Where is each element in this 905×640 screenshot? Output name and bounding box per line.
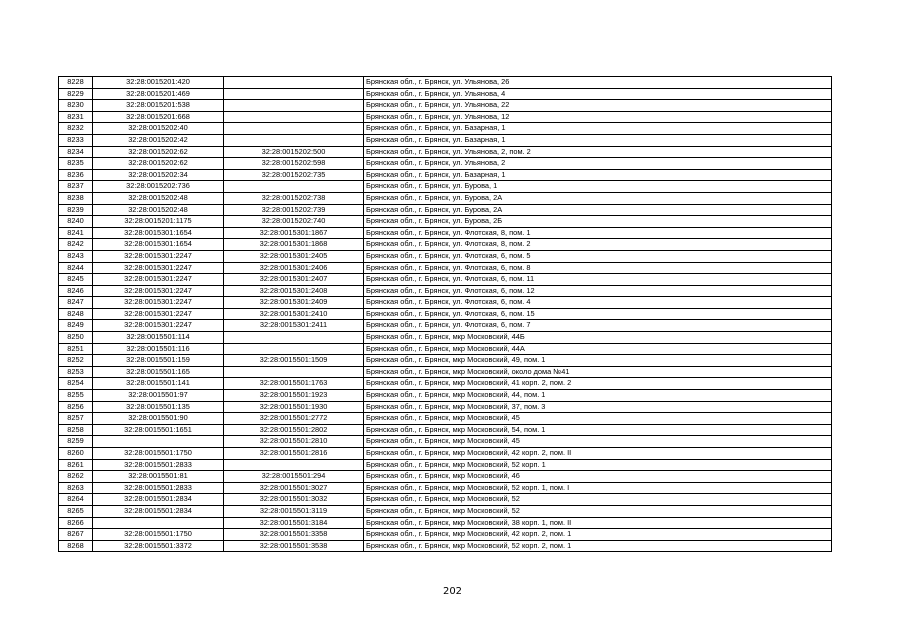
cadastral-number-cell: 32:28:0015202:48 xyxy=(93,204,224,216)
row-number-cell: 8240 xyxy=(59,216,93,228)
address-cell: Брянская обл., г. Брянск, ул. Ульянова, 12 xyxy=(364,111,832,123)
row-number-cell: 8238 xyxy=(59,192,93,204)
table-row xyxy=(59,250,832,262)
object-cadastral-number-cell: 32:28:0015301:2409 xyxy=(224,297,364,309)
row-number-cell: 8260 xyxy=(59,448,93,460)
row-number-cell: 8242 xyxy=(59,239,93,251)
records-table-body xyxy=(59,77,832,552)
row-number-cell: 8258 xyxy=(59,424,93,436)
row-number-cell: 8237 xyxy=(59,181,93,193)
cadastral-number-cell: 32:28:0015202:42 xyxy=(93,134,224,146)
address-cell: Брянская обл., г. Брянск, ул. Флотская, 8, пом. 2 xyxy=(364,239,832,251)
object-cadastral-number-cell xyxy=(224,77,364,89)
table-row xyxy=(59,285,832,297)
row-number-cell: 8236 xyxy=(59,169,93,181)
cadastral-number-cell: 32:28:0015501:2833 xyxy=(93,459,224,471)
table-row xyxy=(59,471,832,483)
row-number-cell: 8229 xyxy=(59,88,93,100)
object-cadastral-number-cell: 32:28:0015501:3119 xyxy=(224,505,364,517)
table-row xyxy=(59,355,832,367)
cadastral-number-cell: 32:28:0015201:538 xyxy=(93,100,224,112)
table-row xyxy=(59,401,832,413)
object-cadastral-number-cell: 32:28:0015501:294 xyxy=(224,471,364,483)
object-cadastral-number-cell: 32:28:0015501:3027 xyxy=(224,482,364,494)
cadastral-number-cell: 32:28:0015201:420 xyxy=(93,77,224,89)
object-cadastral-number-cell xyxy=(224,123,364,135)
cadastral-number-cell: 32:28:0015501:2834 xyxy=(93,505,224,517)
object-cadastral-number-cell: 32:28:0015301:2411 xyxy=(224,320,364,332)
address-cell: Брянская обл., г. Брянск, ул. Бурова, 2А xyxy=(364,204,832,216)
table-row xyxy=(59,390,832,402)
page-number: 202 xyxy=(442,586,463,597)
address-cell: Брянская обл., г. Брянск, мкр Московский, 49, пом. 1 xyxy=(364,355,832,367)
address-cell: Брянская обл., г. Брянск, ул. Флотская, 6, пом. 15 xyxy=(364,308,832,320)
address-cell: Брянская обл., г. Брянск, ул. Ульянова, 22 xyxy=(364,100,832,112)
table-row xyxy=(59,378,832,390)
cadastral-number-cell: 32:28:0015501:159 xyxy=(93,355,224,367)
row-number-cell: 8259 xyxy=(59,436,93,448)
address-cell: Брянская обл., г. Брянск, мкр Московский, 44, пом. 1 xyxy=(364,390,832,402)
address-cell: Брянская обл., г. Брянск, мкр Московский, около дома №41 xyxy=(364,366,832,378)
cadastral-number-cell: 32:28:0015301:2247 xyxy=(93,285,224,297)
address-cell: Брянская обл., г. Брянск, ул. Ульянова, 26 xyxy=(364,77,832,89)
table-row xyxy=(59,436,832,448)
cadastral-number-cell: 32:28:0015301:2247 xyxy=(93,297,224,309)
row-number-cell: 8239 xyxy=(59,204,93,216)
address-cell: Брянская обл., г. Брянск, ул. Базарная, 1 xyxy=(364,123,832,135)
cadastral-number-cell: 32:28:0015201:469 xyxy=(93,88,224,100)
object-cadastral-number-cell: 32:28:0015301:2406 xyxy=(224,262,364,274)
table-row xyxy=(59,88,832,100)
address-cell: Брянская обл., г. Брянск, мкр Московский, 44Б xyxy=(364,332,832,344)
cadastral-number-cell: 32:28:0015501:3372 xyxy=(93,540,224,552)
object-cadastral-number-cell: 32:28:0015501:3184 xyxy=(224,517,364,529)
row-number-cell: 8267 xyxy=(59,529,93,541)
table-row xyxy=(59,77,832,89)
address-cell: Брянская обл., г. Брянск, ул. Флотская, 6, пом. 7 xyxy=(364,320,832,332)
cadastral-number-cell xyxy=(93,436,224,448)
row-number-cell: 8233 xyxy=(59,134,93,146)
object-cadastral-number-cell: 32:28:0015501:1509 xyxy=(224,355,364,367)
address-cell: Брянская обл., г. Брянск, мкр Московский, 52 корп. 2, пом. 1 xyxy=(364,540,832,552)
table-row xyxy=(59,100,832,112)
row-number-cell: 8251 xyxy=(59,343,93,355)
table-row xyxy=(59,146,832,158)
cadastral-number-cell: 32:28:0015202:736 xyxy=(93,181,224,193)
object-cadastral-number-cell xyxy=(224,134,364,146)
object-cadastral-number-cell: 32:28:0015202:738 xyxy=(224,192,364,204)
cadastral-number-cell: 32:28:0015501:141 xyxy=(93,378,224,390)
cadastral-number-cell: 32:28:0015501:1651 xyxy=(93,424,224,436)
table-row xyxy=(59,529,832,541)
table-row xyxy=(59,482,832,494)
cadastral-number-cell: 32:28:0015202:34 xyxy=(93,169,224,181)
address-cell: Брянская обл., г. Брянск, мкр Московский, 41 корп. 2, пом. 2 xyxy=(364,378,832,390)
object-cadastral-number-cell xyxy=(224,181,364,193)
object-cadastral-number-cell: 32:28:0015202:735 xyxy=(224,169,364,181)
row-number-cell: 8261 xyxy=(59,459,93,471)
row-number-cell: 8257 xyxy=(59,413,93,425)
row-number-cell: 8230 xyxy=(59,100,93,112)
object-cadastral-number-cell: 32:28:0015501:2802 xyxy=(224,424,364,436)
row-number-cell: 8265 xyxy=(59,505,93,517)
row-number-cell: 8243 xyxy=(59,250,93,262)
object-cadastral-number-cell: 32:28:0015301:2410 xyxy=(224,308,364,320)
address-cell: Брянская обл., г. Брянск, мкр Московский, 52 xyxy=(364,505,832,517)
cadastral-number-cell: 32:28:0015201:1175 xyxy=(93,216,224,228)
cadastral-number-cell: 32:28:0015501:2833 xyxy=(93,482,224,494)
object-cadastral-number-cell xyxy=(224,459,364,471)
address-cell: Брянская обл., г. Брянск, ул. Флотская, 6, пом. 8 xyxy=(364,262,832,274)
cadastral-number-cell: 32:28:0015501:116 xyxy=(93,343,224,355)
table-row xyxy=(59,123,832,135)
cadastral-number-cell: 32:28:0015501:165 xyxy=(93,366,224,378)
address-cell: Брянская обл., г. Брянск, ул. Флотская, 6, пом. 5 xyxy=(364,250,832,262)
object-cadastral-number-cell: 32:28:0015501:1923 xyxy=(224,390,364,402)
cadastral-number-cell: 32:28:0015202:40 xyxy=(93,123,224,135)
address-cell: Брянская обл., г. Брянск, мкр Московский, 45 xyxy=(364,413,832,425)
cadastral-number-cell: 32:28:0015301:2247 xyxy=(93,262,224,274)
cadastral-number-cell: 32:28:0015301:1654 xyxy=(93,227,224,239)
row-number-cell: 8263 xyxy=(59,482,93,494)
address-cell: Брянская обл., г. Брянск, мкр Московский, 42 корп. 2, пом. 1 xyxy=(364,529,832,541)
cadastral-number-cell: 32:28:0015501:1750 xyxy=(93,529,224,541)
cadastral-number-cell xyxy=(93,517,224,529)
address-cell: Брянская обл., г. Брянск, ул. Флотская, 8, пом. 1 xyxy=(364,227,832,239)
table-row xyxy=(59,505,832,517)
address-cell: Брянская обл., г. Брянск, мкр Московский, 54, пом. 1 xyxy=(364,424,832,436)
object-cadastral-number-cell: 32:28:0015501:1930 xyxy=(224,401,364,413)
object-cadastral-number-cell: 32:28:0015301:2407 xyxy=(224,274,364,286)
object-cadastral-number-cell: 32:28:0015202:739 xyxy=(224,204,364,216)
table-row xyxy=(59,192,832,204)
table-row xyxy=(59,297,832,309)
address-cell: Брянская обл., г. Брянск, ул. Ульянова, 4 xyxy=(364,88,832,100)
address-cell: Брянская обл., г. Брянск, мкр Московский, 38 корп. 1, пом. II xyxy=(364,517,832,529)
address-cell: Брянская обл., г. Брянск, ул. Бурова, 2А xyxy=(364,192,832,204)
object-cadastral-number-cell: 32:28:0015501:2816 xyxy=(224,448,364,460)
object-cadastral-number-cell: 32:28:0015301:1867 xyxy=(224,227,364,239)
row-number-cell: 8250 xyxy=(59,332,93,344)
table-row xyxy=(59,308,832,320)
table-row xyxy=(59,424,832,436)
object-cadastral-number-cell: 32:28:0015501:2772 xyxy=(224,413,364,425)
object-cadastral-number-cell: 32:28:0015501:3032 xyxy=(224,494,364,506)
table-row xyxy=(59,343,832,355)
table-row xyxy=(59,111,832,123)
row-number-cell: 8244 xyxy=(59,262,93,274)
row-number-cell: 8255 xyxy=(59,390,93,402)
records-table xyxy=(58,76,832,552)
row-number-cell: 8228 xyxy=(59,77,93,89)
cadastral-number-cell: 32:28:0015301:2247 xyxy=(93,274,224,286)
address-cell: Брянская обл., г. Брянск, ул. Флотская, 6, пом. 4 xyxy=(364,297,832,309)
address-cell: Брянская обл., г. Брянск, ул. Базарная, 1 xyxy=(364,134,832,146)
table-row xyxy=(59,320,832,332)
address-cell: Брянская обл., г. Брянск, мкр Московский, 42 корп. 2, пом. II xyxy=(364,448,832,460)
cadastral-number-cell: 32:28:0015501:2834 xyxy=(93,494,224,506)
row-number-cell: 8231 xyxy=(59,111,93,123)
object-cadastral-number-cell xyxy=(224,111,364,123)
row-number-cell: 8247 xyxy=(59,297,93,309)
row-number-cell: 8252 xyxy=(59,355,93,367)
address-cell: Брянская обл., г. Брянск, мкр Московский, 45 xyxy=(364,436,832,448)
cadastral-number-cell: 32:28:0015202:48 xyxy=(93,192,224,204)
object-cadastral-number-cell: 32:28:0015301:1868 xyxy=(224,239,364,251)
row-number-cell: 8249 xyxy=(59,320,93,332)
row-number-cell: 8266 xyxy=(59,517,93,529)
cadastral-number-cell: 32:28:0015301:2247 xyxy=(93,320,224,332)
address-cell: Брянская обл., г. Брянск, мкр Московский, 52 xyxy=(364,494,832,506)
row-number-cell: 8268 xyxy=(59,540,93,552)
address-cell: Брянская обл., г. Брянск, мкр Московский, 52 корп. 1, пом. I xyxy=(364,482,832,494)
table-row xyxy=(59,134,832,146)
table-row xyxy=(59,274,832,286)
object-cadastral-number-cell: 32:28:0015301:2405 xyxy=(224,250,364,262)
object-cadastral-number-cell: 32:28:0015501:3358 xyxy=(224,529,364,541)
row-number-cell: 8262 xyxy=(59,471,93,483)
cadastral-number-cell: 32:28:0015301:2247 xyxy=(93,308,224,320)
address-cell: Брянская обл., г. Брянск, мкр Московский, 46 xyxy=(364,471,832,483)
address-cell: Брянская обл., г. Брянск, ул. Флотская, 6, пом. 11 xyxy=(364,274,832,286)
object-cadastral-number-cell: 32:28:0015501:3538 xyxy=(224,540,364,552)
table-row xyxy=(59,204,832,216)
row-number-cell: 8241 xyxy=(59,227,93,239)
cadastral-number-cell: 32:28:0015301:2247 xyxy=(93,250,224,262)
row-number-cell: 8253 xyxy=(59,366,93,378)
address-cell: Брянская обл., г. Брянск, ул. Бурова, 1 xyxy=(364,181,832,193)
row-number-cell: 8246 xyxy=(59,285,93,297)
cadastral-number-cell: 32:28:0015501:135 xyxy=(93,401,224,413)
cadastral-number-cell: 32:28:0015202:62 xyxy=(93,146,224,158)
cadastral-number-cell: 32:28:0015202:62 xyxy=(93,158,224,170)
table-row xyxy=(59,158,832,170)
table-row xyxy=(59,413,832,425)
address-cell: Брянская обл., г. Брянск, ул. Флотская, 6, пом. 12 xyxy=(364,285,832,297)
address-cell: Брянская обл., г. Брянск, ул. Ульянова, 2, пом. 2 xyxy=(364,146,832,158)
object-cadastral-number-cell: 32:28:0015501:2810 xyxy=(224,436,364,448)
cadastral-number-cell: 32:28:0015201:668 xyxy=(93,111,224,123)
object-cadastral-number-cell: 32:28:0015501:1763 xyxy=(224,378,364,390)
table-row xyxy=(59,262,832,274)
address-cell: Брянская обл., г. Брянск, мкр Московский, 37, пом. 3 xyxy=(364,401,832,413)
object-cadastral-number-cell xyxy=(224,343,364,355)
cadastral-number-cell: 32:28:0015501:81 xyxy=(93,471,224,483)
object-cadastral-number-cell xyxy=(224,332,364,344)
object-cadastral-number-cell xyxy=(224,366,364,378)
table-row xyxy=(59,181,832,193)
object-cadastral-number-cell xyxy=(224,88,364,100)
object-cadastral-number-cell xyxy=(224,100,364,112)
table-row xyxy=(59,366,832,378)
cadastral-number-cell: 32:28:0015501:114 xyxy=(93,332,224,344)
row-number-cell: 8256 xyxy=(59,401,93,413)
object-cadastral-number-cell: 32:28:0015202:740 xyxy=(224,216,364,228)
row-number-cell: 8235 xyxy=(59,158,93,170)
table-row xyxy=(59,494,832,506)
row-number-cell: 8248 xyxy=(59,308,93,320)
row-number-cell: 8264 xyxy=(59,494,93,506)
row-number-cell: 8234 xyxy=(59,146,93,158)
table-row xyxy=(59,540,832,552)
address-cell: Брянская обл., г. Брянск, мкр Московский, 44А xyxy=(364,343,832,355)
table-row xyxy=(59,227,832,239)
table-row xyxy=(59,239,832,251)
cadastral-number-cell: 32:28:0015501:1750 xyxy=(93,448,224,460)
cadastral-number-cell: 32:28:0015301:1654 xyxy=(93,239,224,251)
object-cadastral-number-cell: 32:28:0015202:500 xyxy=(224,146,364,158)
address-cell: Брянская обл., г. Брянск, ул. Ульянова, 2 xyxy=(364,158,832,170)
row-number-cell: 8254 xyxy=(59,378,93,390)
address-cell: Брянская обл., г. Брянск, мкр Московский, 52 корп. 1 xyxy=(364,459,832,471)
table-row xyxy=(59,517,832,529)
address-cell: Брянская обл., г. Брянск, ул. Базарная, 1 xyxy=(364,169,832,181)
table-row xyxy=(59,448,832,460)
cadastral-number-cell: 32:28:0015501:90 xyxy=(93,413,224,425)
object-cadastral-number-cell: 32:28:0015202:598 xyxy=(224,158,364,170)
row-number-cell: 8232 xyxy=(59,123,93,135)
table-row xyxy=(59,459,832,471)
table-row xyxy=(59,169,832,181)
table-row xyxy=(59,216,832,228)
address-cell: Брянская обл., г. Брянск, ул. Бурова, 2Б xyxy=(364,216,832,228)
cadastral-number-cell: 32:28:0015501:97 xyxy=(93,390,224,402)
object-cadastral-number-cell: 32:28:0015301:2408 xyxy=(224,285,364,297)
table-row xyxy=(59,332,832,344)
row-number-cell: 8245 xyxy=(59,274,93,286)
